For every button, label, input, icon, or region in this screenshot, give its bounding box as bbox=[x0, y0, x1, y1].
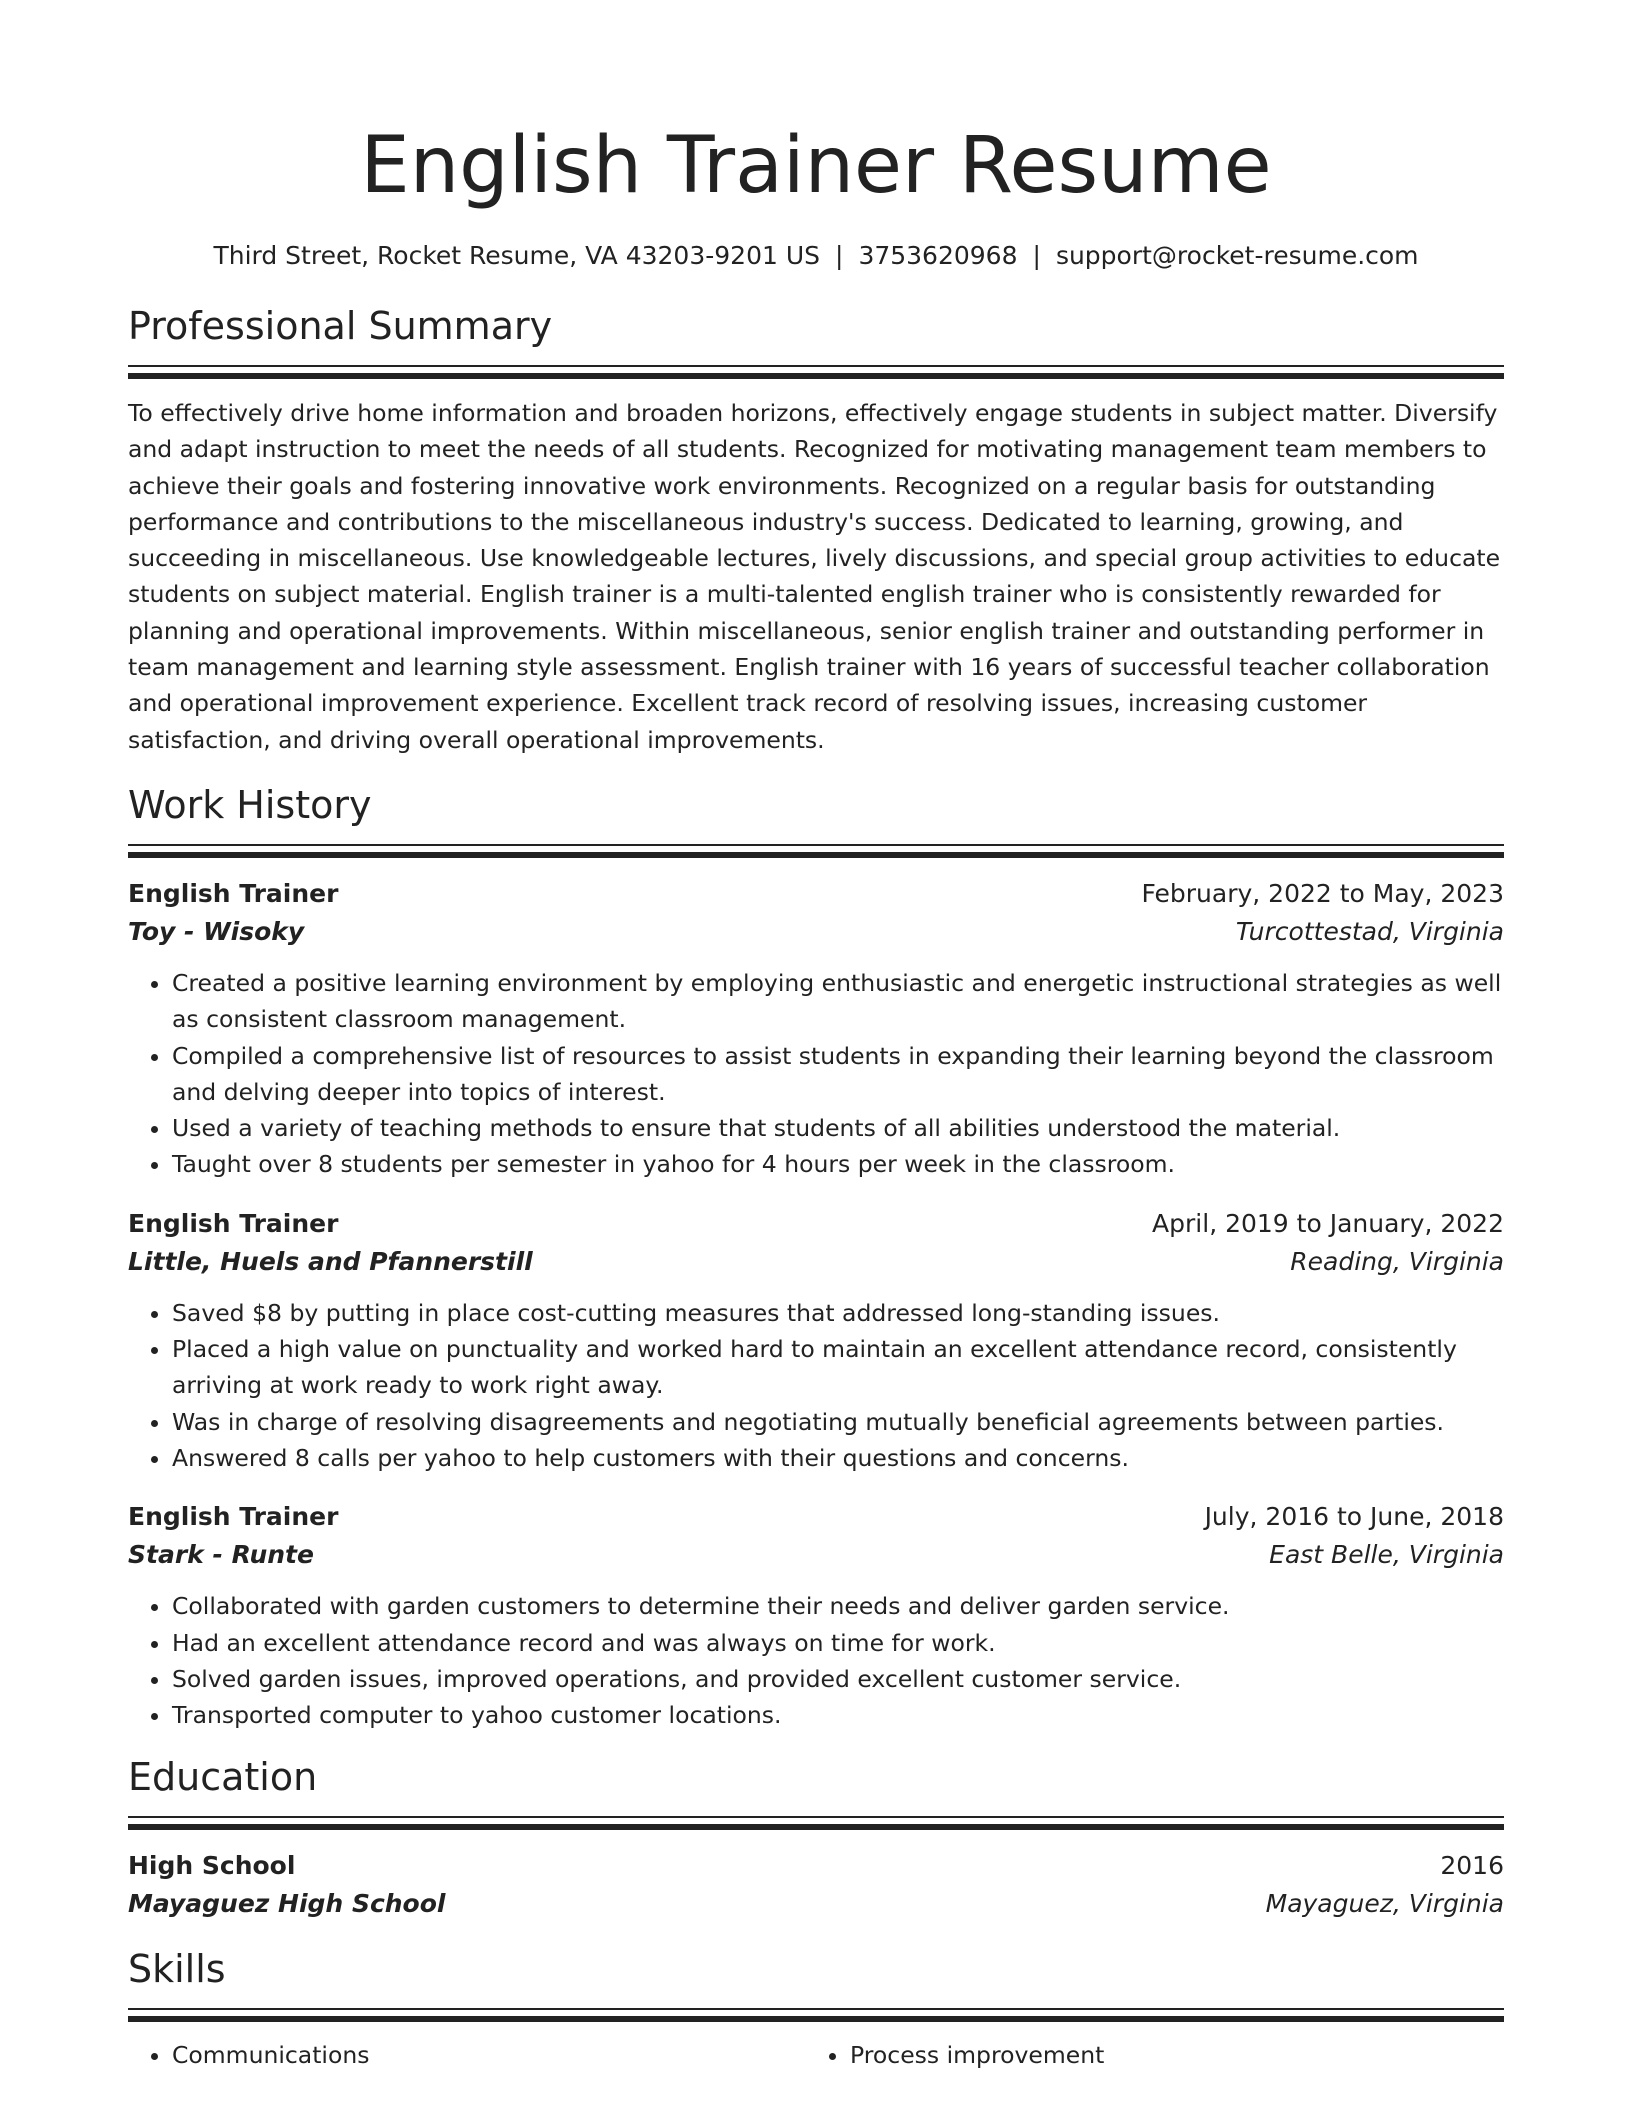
summary-text: To effectively drive home information and broaden horizons, effectively engage students in subject matter. Diversify and adapt instruction to meet the needs of all students. Recognized for motivating management team members to achieve their goals and fostering innovative work environments. Recognized on a regular basis for outstanding performance and contributions to the miscellaneous industry's success. Dedicated to learning, growing, and succeeding in miscellaneous. Use knowledgeable lectures, lively discussions, and special group activities to educate students on subject material. English trainer is a multi-talented english trainer who is consistently rewarded for planning and operational improvements. Within miscellaneous, senior english trainer and outstanding performer in team management and learning style assessment. English trainer with 16 years of successful teacher collaboration and operational improvement experience. Excellent track record of resolving issues, increasing customer satisfaction, and driving overall operational improvements. bbox=[128, 399, 1501, 754]
job-bullet: • Collaborated with garden customers to determine their needs and deliver garden service. bbox=[172, 1588, 1504, 1624]
job-entry bbox=[128, 875, 1504, 1183]
contact-email: support@rocket-resume.com bbox=[1055, 241, 1419, 270]
job-location: Reading, Virginia bbox=[1290, 1246, 1504, 1276]
job-dates: February, 2022 to May, 2023 bbox=[1141, 878, 1504, 908]
work-history-heading: Work History bbox=[128, 782, 372, 827]
job-location: Turcottestad, Virginia bbox=[1235, 916, 1504, 946]
job-role: English Trainer bbox=[128, 878, 339, 908]
job-bullet: • Was in charge of resolving disagreements and negotiating mutually beneficial agreements between parties. bbox=[172, 1404, 1504, 1440]
job-company: Toy - Wisoky bbox=[128, 916, 305, 946]
section-divider bbox=[128, 1816, 1504, 1833]
job-bullets bbox=[128, 1588, 1504, 1733]
job-role: English Trainer bbox=[128, 1208, 339, 1238]
job-bullet: • Placed a high value on punctuality and worked hard to maintain an excellent attendance record, consistently arriving at work ready to work right away. bbox=[172, 1331, 1504, 1404]
job-bullet: • Used a variety of teaching methods to ensure that students of all abilities understood the material. bbox=[172, 1110, 1504, 1146]
job-dates: July, 2016 to June, 2018 bbox=[1204, 1502, 1504, 1532]
job-role: English Trainer bbox=[128, 1502, 339, 1532]
skills-column-right bbox=[806, 2037, 1500, 2073]
skills-column-left bbox=[128, 2037, 806, 2073]
job-entry bbox=[128, 1498, 1504, 1733]
contact-line bbox=[128, 238, 1504, 274]
education-entry bbox=[128, 1847, 1504, 1923]
education-degree: High School bbox=[128, 1851, 296, 1881]
job-dates: April, 2019 to January, 2022 bbox=[1152, 1208, 1504, 1238]
education-heading: Education bbox=[128, 1755, 318, 1800]
education-location: Mayaguez, Virginia bbox=[1265, 1889, 1504, 1919]
job-company: Stark - Runte bbox=[128, 1540, 314, 1570]
job-bullet: • Solved garden issues, improved operations, and provided excellent customer service. bbox=[172, 1661, 1504, 1697]
summary-heading: Professional Summary bbox=[128, 304, 553, 348]
section-divider bbox=[128, 2008, 1504, 2025]
job-bullets bbox=[128, 965, 1504, 1183]
skill-item: • Communications bbox=[172, 2037, 806, 2073]
job-location: East Belle, Virginia bbox=[1269, 1540, 1504, 1570]
section-divider bbox=[128, 365, 1504, 382]
education-section bbox=[128, 1753, 1504, 1923]
education-year: 2016 bbox=[1440, 1851, 1504, 1881]
contact-phone: 3753620968 bbox=[858, 241, 1018, 270]
job-bullet: • Created a positive learning environment by employing enthusiastic and energetic instructional strategies as well as consistent classroom management. bbox=[172, 965, 1504, 1038]
job-entry bbox=[128, 1205, 1504, 1476]
resume-title: English Trainer Resume bbox=[360, 121, 1272, 211]
job-bullet: • Had an excellent attendance record and was always on time for work. bbox=[172, 1625, 1504, 1661]
job-bullet: • Compiled a comprehensive list of resources to assist students in expanding their learning beyond the classroom and delving deeper into topics of interest. bbox=[172, 1038, 1504, 1111]
skill-item: • Process improvement bbox=[850, 2037, 1500, 2073]
job-bullet: • Answered 8 calls per yahoo to help customers with their questions and concerns. bbox=[172, 1440, 1504, 1476]
summary-section bbox=[128, 302, 1504, 758]
section-divider bbox=[128, 844, 1504, 861]
contact-separator: | bbox=[1032, 241, 1041, 270]
job-bullet: • Taught over 8 students per semester in yahoo for 4 hours per week in the classroom. bbox=[172, 1146, 1504, 1182]
job-bullet: • Saved $8 by putting in place cost-cutting measures that addressed long-standing issues. bbox=[172, 1295, 1504, 1331]
job-bullet: • Transported computer to yahoo customer locations. bbox=[172, 1697, 1504, 1733]
resume-page bbox=[128, 110, 1504, 2073]
job-bullets bbox=[128, 1295, 1504, 1476]
job-company: Little, Huels and Pfannerstill bbox=[128, 1246, 533, 1276]
education-school: Mayaguez High School bbox=[128, 1889, 446, 1919]
skills-list bbox=[128, 2037, 1504, 2073]
contact-address: Third Street, Rocket Resume, VA 43203-9201 US bbox=[213, 241, 820, 270]
skills-section bbox=[128, 1945, 1504, 2073]
work-history-section bbox=[128, 781, 1504, 1733]
contact-separator: | bbox=[835, 241, 844, 270]
skills-heading: Skills bbox=[128, 1947, 226, 1992]
